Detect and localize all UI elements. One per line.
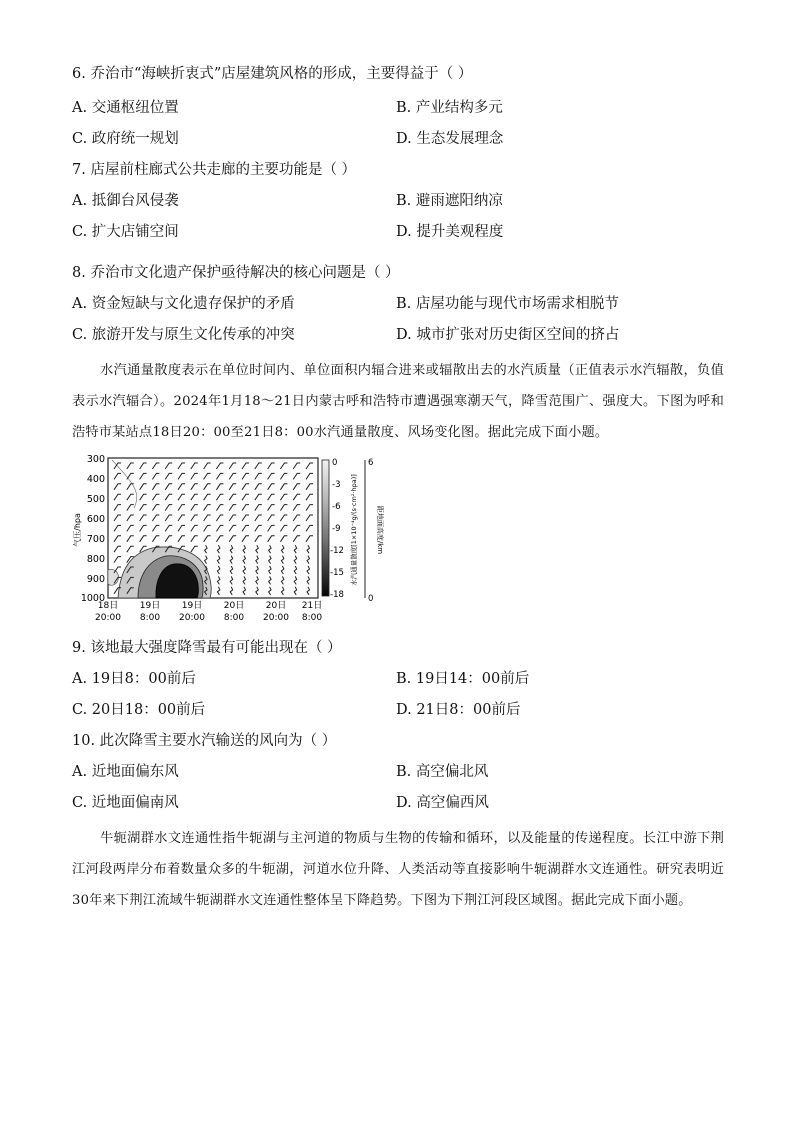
- x-tick-labels: [95, 600, 322, 623]
- q7-option-d[interactable]: D. 提升美观程度: [396, 224, 504, 240]
- colorbar-tick-2: -6: [332, 502, 341, 512]
- q10-option-c[interactable]: C. 近地面偏南风: [72, 795, 179, 811]
- colorbar-label: 水汽通量散度[1×10⁻⁴g/(s·cm²·hpa)]: [350, 474, 358, 586]
- x-tick-day-3: 19日: [181, 601, 203, 611]
- q6-option-a[interactable]: A. 交通枢纽位置: [72, 100, 179, 116]
- x-tick-time-6: 8:00: [301, 613, 323, 623]
- contour-left-patch: [108, 569, 118, 585]
- y-tick-900: 900: [86, 574, 105, 585]
- y-tick-labels: [81, 454, 105, 604]
- y-tick-600: 600: [86, 514, 105, 525]
- q8-option-b[interactable]: B. 店屋功能与现代市场需求相脱节: [396, 296, 619, 312]
- y-tick-1000: 1000: [80, 593, 105, 604]
- q9-option-d[interactable]: D. 21日8：00前后: [396, 702, 521, 718]
- x-tick-day-6: 21日: [301, 601, 323, 611]
- q10-option-b[interactable]: B. 高空偏北风: [396, 764, 489, 780]
- x-tick-time-5: 20:00: [263, 613, 289, 623]
- x-tick-time-1: 20:00: [95, 613, 121, 623]
- colorbar-tick-4: -12: [330, 546, 344, 556]
- colorbar-tick-6: -18: [330, 590, 344, 600]
- q6-option-d[interactable]: D. 生态发展理念: [396, 131, 504, 147]
- passage-oxbow-lakes: 牛轭湖群水文连通性指牛轭湖与主河道的物质与生物的传输和循环，以及能量的传递程度。长江中游下荆江河段两岸分布着数量众多的牛轭湖，河道水位升降、人类活动等直接影响牛轭湖群水文连通性。研究表明近30年来下荆江流域牛轭湖群水文连通性整体呈下降趋势。下图为下荆江河段区域图。据此完成下面小题。: [72, 831, 724, 908]
- x-tick-day-5: 20日: [265, 601, 287, 611]
- y-tick-400: 400: [86, 474, 105, 485]
- y-tick-700: 700: [86, 534, 105, 545]
- x-tick-day-1: 18日: [97, 601, 119, 611]
- height-tick-top: 6: [368, 458, 374, 468]
- y-tick-800: 800: [86, 554, 105, 565]
- x-tick-time-4: 8:00: [223, 613, 245, 623]
- height-tick-bottom: 0: [368, 594, 374, 604]
- colorbar-ticks: [330, 458, 344, 600]
- colorbar-tick-3: -9: [332, 524, 341, 534]
- q9-option-a[interactable]: A. 19日8：00前后: [72, 671, 196, 687]
- colorbar-tick-1: -3: [332, 480, 341, 490]
- x-tick-time-3: 20:00: [179, 613, 205, 623]
- x-tick-day-2: 19日: [139, 601, 161, 611]
- q8-option-d[interactable]: D. 城市扩张对历史街区空间的挤占: [396, 327, 620, 343]
- vapor-flux-svg: [72, 452, 384, 628]
- q6-option-c[interactable]: C. 政府统一规划: [72, 131, 179, 147]
- colorbar: [322, 460, 329, 596]
- q6-option-b[interactable]: B. 产业结构多元: [396, 100, 503, 116]
- q9-option-b[interactable]: B. 19日14：00前后: [396, 671, 530, 687]
- question-7-stem: 7. 店屋前柱廊式公共走廊的主要功能是（ ）: [72, 162, 357, 178]
- q9-option-c[interactable]: C. 20日18：00前后: [72, 702, 206, 718]
- colorbar-tick-5: -15: [330, 568, 344, 578]
- height-axis-label: 距地面高度/km: [376, 505, 384, 555]
- q7-option-a[interactable]: A. 抵御台风侵袭: [72, 193, 179, 209]
- x-tick-time-2: 8:00: [139, 613, 161, 623]
- passage-vapor-flux: 水汽通量散度表示在单位时间内、单位面积内辐合进来或辐散出去的水汽质量（正值表示水汽辐散，负值表示水汽辐合）。2024年1月18～21日内蒙古呼和浩特市遭遇强寒潮天气，降雪范围广、强度大。下图为呼和浩特市某站点18日20：00至21日8：00水汽通量散度、风场变化图。据此完成下面小题。: [72, 363, 724, 440]
- y-tick-500: 500: [86, 494, 105, 505]
- q7-option-c[interactable]: C. 扩大店铺空间: [72, 224, 179, 240]
- q10-option-d[interactable]: D. 高空偏西风: [396, 795, 489, 811]
- y-axis-title: 气压/hpa: [73, 513, 82, 547]
- colorbar-tick-0: 0: [332, 458, 338, 468]
- question-9-stem: 9. 该地最大强度降雪最有可能出现在（ ）: [72, 640, 342, 656]
- question-6-stem: 6. 乔治市“海峡折衷式”店屋建筑风格的形成，主要得益于（ ）: [72, 66, 473, 82]
- q8-option-a[interactable]: A. 资金短缺与文化遗存保护的矛盾: [72, 296, 295, 312]
- q7-option-b[interactable]: B. 避雨遮阳纳凉: [396, 193, 503, 209]
- q8-option-c[interactable]: C. 旅游开发与原生文化传承的冲突: [72, 327, 295, 343]
- x-tick-day-4: 20日: [223, 601, 245, 611]
- vapor-flux-figure: [72, 452, 384, 628]
- y-tick-300: 300: [86, 454, 105, 465]
- question-10-stem: 10. 此次降雪主要水汽输送的风向为（ ）: [72, 733, 337, 749]
- question-8-stem: 8. 乔治市文化遗产保护亟待解决的核心问题是（ ）: [72, 265, 400, 281]
- q10-option-a[interactable]: A. 近地面偏东风: [72, 764, 179, 780]
